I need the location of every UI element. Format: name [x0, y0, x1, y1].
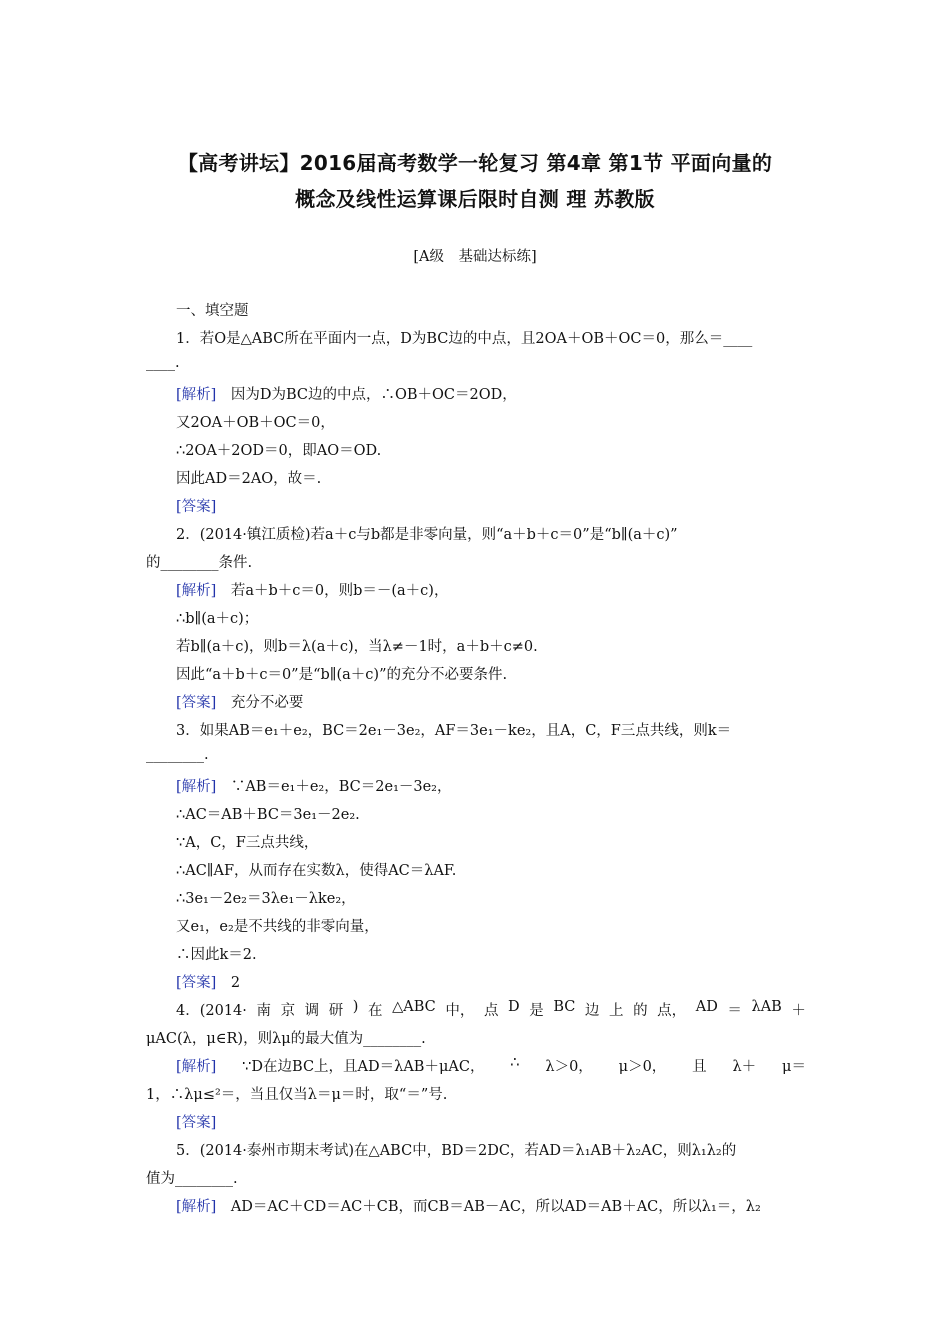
answer-label: [答案]	[176, 695, 217, 711]
q3-analysis-text: ∵AB＝e₁＋e₂，BC＝2e₁－3e₂，	[230, 779, 452, 795]
document-title-line-2: 概念及线性运算课后限时自测 理 苏教版	[295, 187, 655, 211]
analysis-label: [解析]	[176, 387, 217, 403]
q3-solution-line: ∴AC∥AF，从而存在实数λ，使得AC＝λAF.	[176, 863, 457, 879]
q3-solution-line: ∴3e₁－2e₂＝3λe₁－λke₂，	[176, 891, 356, 907]
q1-analysis-text: 因为D为BC边的中点，∴OB＋OC＝2OD，	[230, 387, 517, 403]
analysis-label: [解析]	[176, 1199, 217, 1215]
q3-analysis	[176, 775, 836, 796]
q1-analysis	[176, 383, 836, 404]
question-2-text-cont: 的________条件.	[146, 555, 253, 571]
question-3-blank: ________.	[146, 747, 209, 763]
q3-solution-line: 又e₁，e₂是不共线的非零向量，	[176, 919, 379, 935]
q4-analysis: [解析] ∵D在边BC上，且AD＝λAB＋μAC， ∴ λ＞0， μ＞0， 且 λ＋ μ＝	[176, 1055, 806, 1075]
q2-analysis-text: 若a＋b＋c＝0，则b＝－(a＋c)，	[230, 583, 449, 599]
answer-label: [答案]	[176, 499, 217, 515]
q2-answer-text: 充分不必要	[230, 695, 304, 711]
q3-solution-line: ∴因此k＝2.	[176, 947, 257, 963]
q3-answer-text: 2	[230, 975, 241, 991]
analysis-label: [解析]	[176, 583, 217, 599]
question-3-text: 3．如果AB＝e₁＋e₂，BC＝2e₁－3e₂，AF＝3e₁－ke₂，且A，C，F三点共线，则k＝	[176, 723, 732, 739]
q4-solution-line: 1，∴λμ≤²＝，当且仅当λ＝μ＝时，取“＝”号.	[146, 1087, 448, 1103]
level-heading: [A级 基础达标练]	[413, 249, 537, 265]
question-5-text: 5．(2014·泰州市期末考试)在△ABC中，BD＝2DC，若AD＝λ₁AB＋λ₂AC，则λ₁λ₂的	[176, 1143, 737, 1159]
q3-answer	[176, 971, 836, 992]
q4-answer	[176, 1111, 836, 1132]
q2-answer	[176, 691, 836, 712]
q2-analysis	[176, 579, 836, 600]
q2-solution-line: ∴b∥(a＋c)；	[176, 611, 259, 627]
analysis-label: [解析]	[176, 1059, 217, 1075]
question-5-blank: 值为________.	[146, 1171, 238, 1187]
q2-solution-line: 若b∥(a＋c)，则b＝λ(a＋c)，当λ≠－1时，a＋b＋c≠0.	[176, 639, 538, 655]
document-title-line-1: 【高考讲坛】2016届高考数学一轮复习 第4章 第1节 平面向量的	[177, 151, 773, 175]
q1-solution-line: 因此AD＝2AO，故＝.	[176, 471, 322, 487]
answer-label: [答案]	[176, 975, 217, 991]
q3-solution-line: ∴AC＝AB＋BC＝3e₁－2e₂.	[176, 807, 360, 823]
question-4-text: 4．(2014· 南 京 调 研 ) 在 △ABC 中， 点 D 是 BC 边 上 的 点， AD ＝ λAB ＋	[176, 999, 806, 1019]
q3-solution-line: ∵A，C，F三点共线，	[176, 835, 319, 851]
q1-solution-line: 又2OA＋OB＋OC＝0，	[176, 415, 335, 431]
question-1-text: 1．若O是△ABC所在平面内一点，D为BC边的中点，且2OA＋OB＋OC＝0，那么＝____	[176, 331, 753, 347]
q5-analysis	[176, 1195, 836, 1216]
q2-solution-line: 因此“a＋b＋c＝0”是“b∥(a＋c)”的充分不必要条件.	[176, 667, 508, 683]
answer-label: [答案]	[176, 1115, 217, 1131]
question-2-text: 2．(2014·镇江质检)若a＋c与b都是非零向量，则“a＋b＋c＝0”是“b∥(a＋c)”	[176, 527, 678, 543]
section-heading: 一、填空题	[176, 303, 249, 319]
question-4-text-cont: μAC(λ，μ∈R)，则λμ的最大值为________.	[146, 1031, 426, 1047]
analysis-label: [解析]	[176, 779, 217, 795]
q1-solution-line: ∴2OA＋2OD＝0，即AO＝OD.	[176, 443, 382, 459]
q5-analysis-text: AD＝AC＋CD＝AC＋CB，而CB＝AB－AC，所以AD＝AB＋AC，所以λ₁＝，λ₂	[230, 1199, 761, 1215]
question-1-blank: ____.	[146, 355, 180, 371]
q1-answer	[176, 495, 836, 516]
